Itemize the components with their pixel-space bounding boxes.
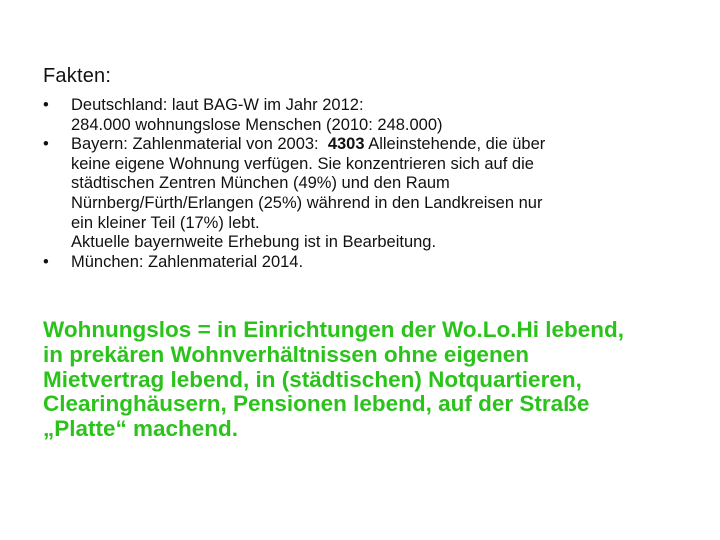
list-item-text: München: Zahlenmaterial 2014. <box>71 252 304 271</box>
definition-line: in prekären Wohnverhältnissen ohne eigenen <box>43 341 529 367</box>
count-value: 4303 <box>327 135 365 154</box>
bullet-icon: • <box>43 135 49 154</box>
list-item-text: Deutschland: laut BAG-W im Jahr 2012: <box>71 96 364 114</box>
list-item <box>43 135 683 253</box>
list-item-text: 284.000 wohnungslose Menschen (2010: 248.000) <box>71 115 443 134</box>
definition-line: Clearinghäusern, Pensionen lebend, auf der Straße <box>43 391 590 417</box>
definition-line: Wohnungslos = in Einrichtungen der Wo.Lo.Hi lebend, <box>43 317 625 342</box>
list-item-text: Aktuelle bayernweite Erhebung ist in Bearbeitung. <box>71 233 437 252</box>
definition-line: „Platte“ machend. <box>43 416 239 442</box>
facts-heading: Fakten: <box>43 65 112 87</box>
bullet-icon: • <box>43 96 49 114</box>
list-item-text-part: Bayern: Zahlenmaterial von 2003: <box>71 135 328 154</box>
list-item-text <box>71 135 683 155</box>
list-item-text: keine eigene Wohnung verfügen. Sie konzentrieren sich auf die <box>71 154 534 173</box>
list-item <box>43 253 683 273</box>
list-item-text-part: Alleinstehende, die über <box>364 135 546 154</box>
list-item-text: ein kleiner Teil (17%) lebt. <box>71 213 260 232</box>
list-item <box>43 96 683 135</box>
list-item-text: städtischen Zentren München (49%) und den Raum <box>71 174 450 193</box>
list-item-text: Nürnberg/Fürth/Erlangen (25%) während in den Landkreisen nur <box>71 193 543 212</box>
definition-line: Mietvertrag lebend, in (städtischen) Notquartieren, <box>43 366 582 392</box>
bullet-icon: • <box>43 252 49 271</box>
definition-text <box>43 318 703 442</box>
facts-list <box>43 96 683 272</box>
